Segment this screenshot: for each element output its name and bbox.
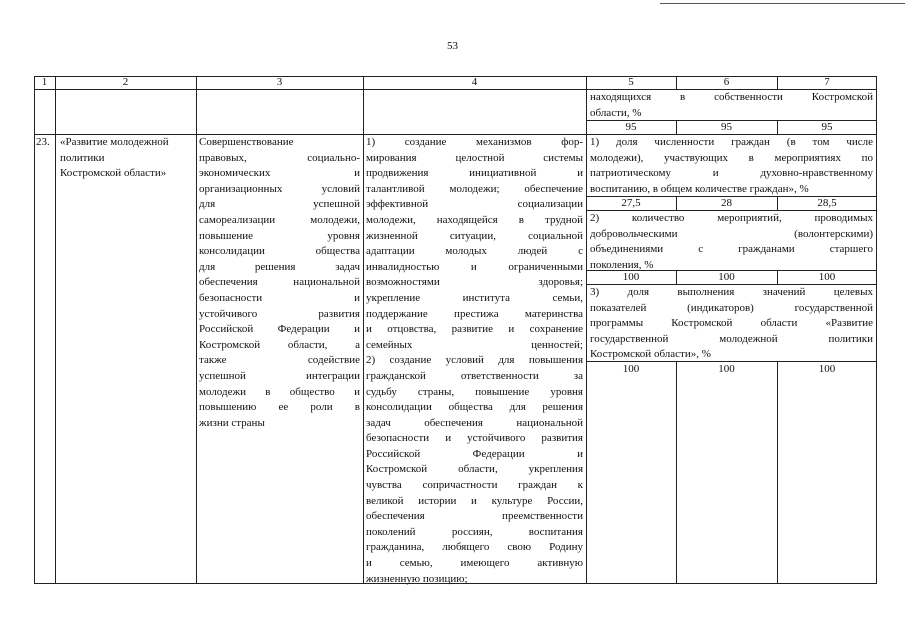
page-number: 53 [447, 40, 458, 52]
task-line: 1) создание механизмов фор- [366, 136, 583, 148]
task-line: эффективной социализации [366, 198, 583, 211]
col-divider [363, 76, 364, 584]
indicator-line: 3) доля выполнения значений целевых [590, 286, 873, 298]
task-line: Российской Федерации и [366, 447, 583, 460]
goal-line: самореализации молодежи, [199, 213, 360, 226]
task-line: талантливой молодежи; обеспечение [366, 182, 583, 195]
task-line: обеспечения преемственности [366, 510, 583, 523]
header-col-3: 3 [276, 76, 283, 88]
goal-line: успешной интеграции [199, 369, 360, 382]
col-divider [55, 76, 56, 584]
task-line: жизненную позицию; [366, 572, 468, 585]
goal-line: для успешной [199, 198, 360, 211]
program-goal [199, 135, 360, 431]
task-line: поколений россиян, воспитания [366, 525, 583, 538]
task-line: безопасности и устойчивого развития [366, 432, 583, 445]
task-line: консолидации общества для решения [366, 401, 583, 414]
task-line: инвалидностью и ограниченными [366, 260, 583, 273]
indicator-1-text [590, 135, 873, 197]
indicator-line: 1) доля численности граждан (в том числе [590, 136, 873, 148]
indicator-2-text [590, 211, 873, 273]
row-number: 23. [36, 136, 50, 148]
indicator-line: программы Костромской области «Развитие [590, 317, 873, 330]
indicator-line: 2) количество мероприятий, проводимых [590, 212, 873, 224]
header-col-5: 5 [628, 76, 634, 88]
goal-line: правовых, социально- [199, 151, 360, 164]
indicator-line: добровольческими (волонтерскими) [590, 227, 873, 240]
program-line: политики [60, 151, 105, 164]
goal-line: жизни страны [199, 416, 265, 429]
continuation-value-5: 95 [625, 121, 637, 133]
task-line: и семью, имеющего активную [366, 557, 583, 570]
task-line: задач обеспечения национальной [366, 416, 583, 429]
goal-line: Костромской области, а [199, 338, 360, 351]
task-line: семейных ценностей; [366, 338, 583, 351]
indicator-1-value-5: 27,5 [621, 197, 641, 209]
continuation-line: находящихся в собственности Костромской [590, 91, 873, 103]
continuation-indicator-text [590, 90, 873, 121]
indicator-2-value-6: 100 [718, 271, 735, 283]
indicator-3-value-6: 100 [718, 363, 735, 375]
indicator-line: молодежи), участвующих в мероприятиях по [590, 151, 873, 164]
indicator-line: показателей (индикаторов) государственной [590, 301, 873, 314]
task-line: гражданина, любящего свою Родину [366, 541, 583, 554]
col-divider [777, 361, 778, 584]
task-line: молодежи, находящейся в трудной [366, 213, 583, 226]
header-col-6: 6 [723, 76, 730, 88]
task-line: жизненной ситуации, социальной [366, 229, 583, 242]
col-divider [196, 76, 197, 584]
header-col-7: 7 [824, 76, 830, 88]
indicator-3-value-7: 100 [818, 363, 836, 375]
header-col-4: 4 [471, 76, 478, 88]
indicator-2-value-7: 100 [818, 271, 836, 283]
program-line: «Развитие молодежной [60, 136, 169, 148]
indicator-1-value-6: 28 [721, 197, 732, 209]
indicator-line: объединениями с гражданами старшего [590, 243, 873, 256]
indicator-3-text [590, 285, 873, 363]
indicator-line: патриотическому и духовно-нравственному [590, 167, 873, 180]
task-line: чувства сопричастности граждан к [366, 479, 583, 492]
header-col-1: 1 [41, 76, 48, 88]
goal-line: консолидации общества [199, 245, 360, 258]
task-line: мирования целостной системы [366, 151, 583, 164]
task-line: адаптации молодых людей с [366, 245, 583, 258]
continuation-value-6: 95 [721, 121, 732, 133]
goal-line: повышение уровня [199, 229, 360, 242]
task-line: и отцовства, развитие и сохранение [366, 323, 583, 336]
header-col-2: 2 [122, 76, 129, 88]
task-line: продвижения инициативной и [366, 167, 583, 180]
col-divider [586, 76, 587, 584]
indicator-1-value-7: 28,5 [817, 197, 837, 209]
goal-line: безопасности и [199, 291, 360, 304]
goal-line: также содействие [199, 354, 360, 367]
indicator-2-value-5: 100 [622, 271, 640, 283]
indicator-line: государственной молодежной политики [590, 332, 873, 345]
goal-line: для решения задач [199, 260, 360, 273]
col-divider [676, 361, 677, 584]
task-line: поддержание престижа материнства [366, 307, 583, 320]
task-line: Костромской области, укрепления [366, 463, 583, 476]
goal-line: экономических и [199, 167, 360, 180]
goal-line: Российской Федерации и [199, 323, 360, 336]
goal-line: повышению ее роли в [199, 401, 360, 414]
task-line: возможностями здоровья; [366, 276, 583, 289]
goal-line: Совершенствование [199, 136, 294, 148]
task-line: гражданской ответственности за [366, 369, 583, 382]
indicator-line: поколения, % [590, 258, 654, 271]
task-line: укрепление института семьи, [366, 291, 583, 304]
task-line: великой истории и культуре России, [366, 494, 583, 507]
program-tasks [366, 135, 583, 587]
continuation-value-7: 95 [821, 121, 833, 133]
task-line: 2) создание условий для повышения [366, 354, 583, 367]
indicator-3-value-5: 100 [622, 363, 640, 375]
program-name [60, 135, 194, 182]
indicator-line: воспитанию, в общем количестве граждан», % [590, 182, 809, 195]
program-line: Костромской области» [60, 167, 167, 180]
task-line: судьбу страны, повышение уровня [366, 385, 583, 398]
goal-line: обеспечения национальной [199, 276, 360, 289]
goal-line: молодежи в общество и [199, 385, 360, 398]
goal-line: организационных условий [199, 182, 360, 195]
continuation-line: области, % [590, 106, 642, 119]
top-rule [660, 3, 905, 4]
indicator-line: Костромской области», % [590, 348, 711, 361]
goal-line: устойчивого развития [199, 307, 360, 320]
